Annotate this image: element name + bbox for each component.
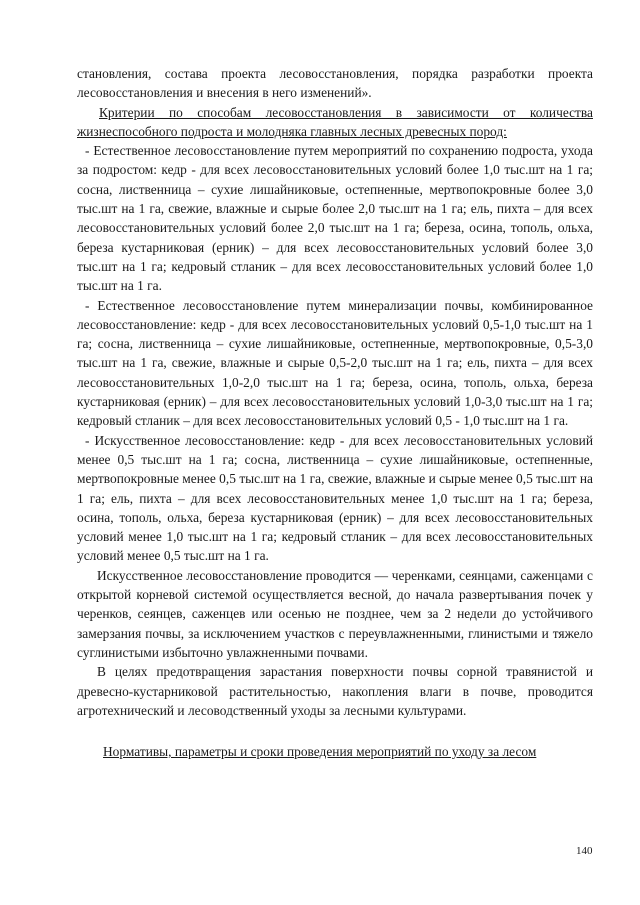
- care-paragraph: В целях предотвращения зарастания поверхности почвы сорной травянистой и древесно-кустарниковой растительностью, накопления влаги в почве, проводится агротехнический и лесоводственный уходы за лесными культурами.: [77, 664, 593, 718]
- intro-paragraph: становления, состава проекта лесовосстановления, порядка разработки проекта лесовосстановления и внесения в него изменений».: [77, 66, 593, 101]
- criteria-item-natural-preservation: - Естественное лесовосстановление путем мероприятий по сохранению подроста, ухода за подростом: кедр - для всех лесовосстановительных условий более 1,0 тыс.шт на 1 га; сосна, лиственница – сухие лишайниковые, остепненные, мертвопокровные более 3,0 тыс.шт на 1 га, свежие, влажные и сырые более 2,0 тыс.шт на 1 га; ель, пихта – для всех лесовосстановительных условий более 2,0 тыс.шт на 1 га; береза, осина, тополь, ольха, береза кустарниковая (ерник) – для всех лесовосстановительных условий более 3,0 тыс.шт на 1 га; кедровый стланик – для всех лесовосстановительных условий более 1,0 тыс.шт на 1 га.: [77, 143, 593, 294]
- page-number: 140: [576, 845, 593, 857]
- criteria-item-natural-mineralization: - Естественное лесовосстановление путем минерализации почвы, комбинированное лесовосстановление: кедр - для всех лесовосстановительных условий 0,5-1,0 тыс.шт на 1 га; сосна, лиственница – сухие лишайниковые, остепненные, мертвопокровные, 0,5-3,0 тыс.шт на 1 га, свежие, влажные и сырые 0,5-2,0 тыс.шт на 1 га; ель, пихта – для всех лесовосстановительных 1,0-2,0 тыс.шт на 1 га; береза, осина, тополь, ольха, береза кустарниковая (ерник) – для всех лесовосстановительных условий 1,0-3,0 тыс.шт на 1 га; кедровый стланик – для всех лесовосстановительных условий 0,5 - 1,0 тыс.шт на 1 га.: [77, 297, 593, 429]
- document-page: [77, 64, 593, 761]
- section-title: Нормативы, параметры и сроки проведения мероприятий по уходу за лесом: [103, 744, 537, 760]
- artificial-reforestation-paragraph: Искусственное лесовосстановление проводится — черенками, сеянцами, саженцами с открытой корневой системой осуществляется весной, до начала развертывания почек у черенков, сеянцев, саженцев или осенью не позднее, чем за 2 недели до устойчивого замерзания почвы, за исключением участков с переувлажненными, глинистыми и тяжело суглинистыми избыточно увлажненными почвами.: [77, 567, 593, 660]
- criteria-heading: Критерии по способам лесовосстановления в зависимости от количества жизнеспособного подроста и молодняка главных лесных древесных пород:: [77, 104, 593, 139]
- criteria-item-artificial: - Искусственное лесовосстановление: кедр - для всех лесовосстановительных условий менее 0,5 тыс.шт на 1 га; сосна, лиственница – сухие лишайниковые, остепненные, мертвопокровные менее 0,5 тыс.шт на 1 га, свежие, влажные и сырые менее 0,5 тыс.шт на 1 га; ель, пихта – для всех лесовосстановительных менее 1,0 тыс.шт на 1 га; береза, осина, тополь, ольха, береза кустарниковая (ерник) – для всех лесовосстановительных условий менее 1,0 тыс.шт на 1 га; кедровый стланик – для всех лесовосстановительных условий менее 0,5 тыс.шт на 1 га.: [77, 432, 593, 564]
